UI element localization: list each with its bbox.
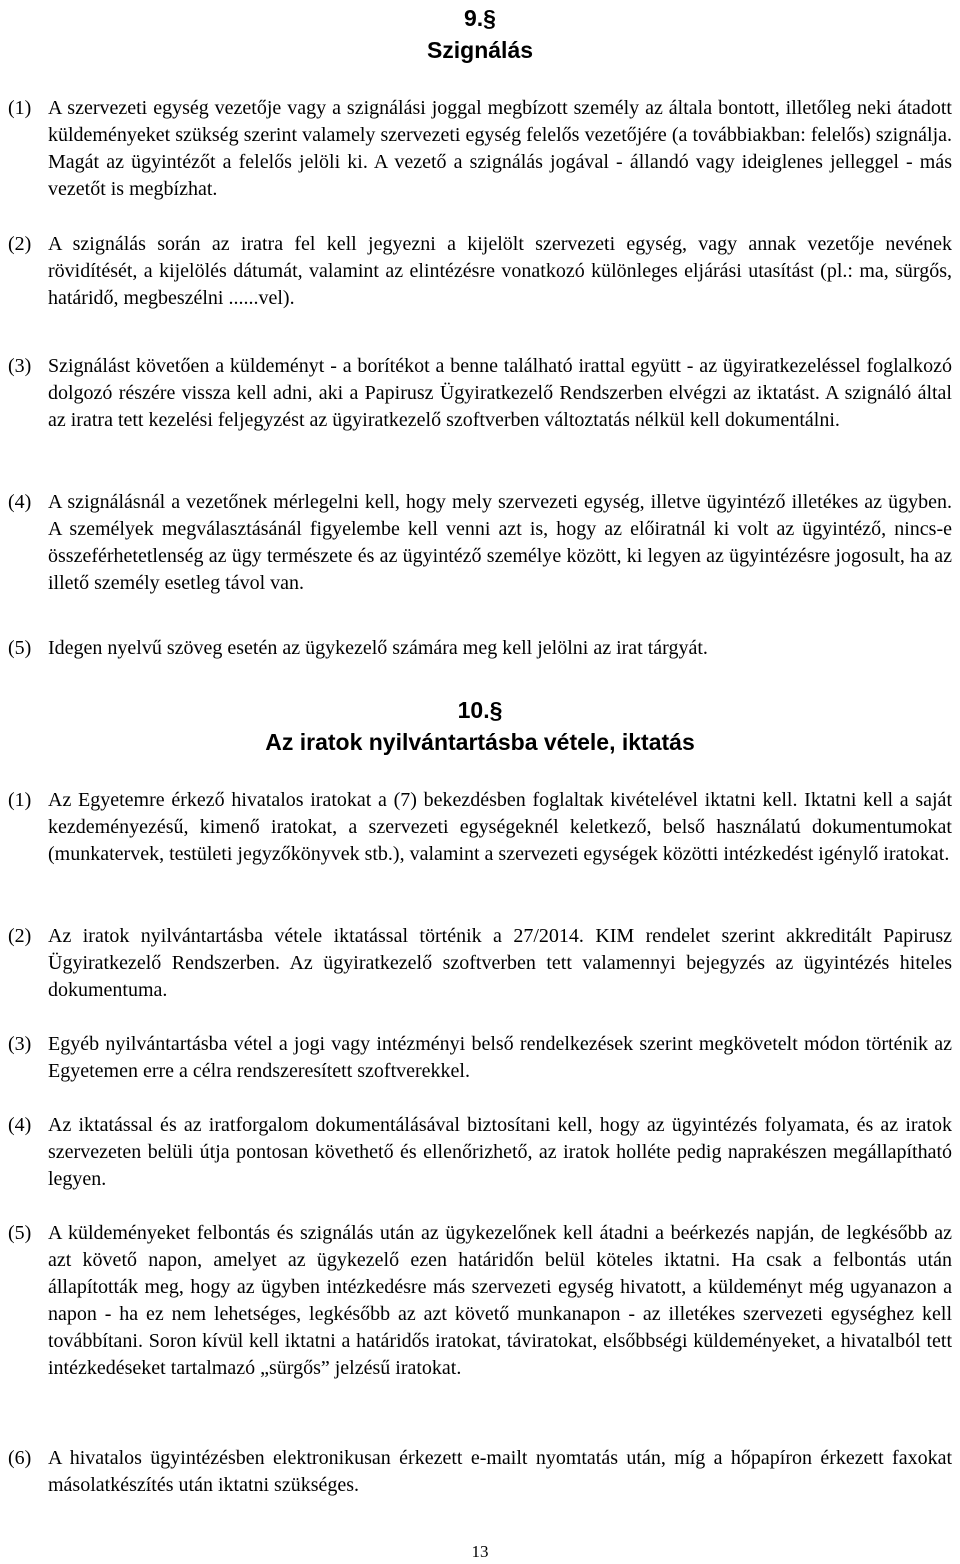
- paragraph-number: (4): [8, 491, 32, 513]
- paragraph-number: (5): [8, 637, 32, 659]
- page-number: 13: [471, 1542, 489, 1561]
- paragraph-text: A küldeményeket felbontás és szignálás után az ügykezelőnek kell átadni a beérkezés napján, de legkésőbb az azt követő napon, amelyet az ügykezelő ezen határidőn belül köteles iktatni. Ha csak a felbontás után állapították meg, hogy az ügyben intézkedésre más szervezeti egység hivatott, a küldeményt még ugyanazon a napon - ha ez nem lehetséges, legkésőbb az azt követő munkanapon - az illetékes szervezeti egységhez kell továbbítani. Soron kívül kell iktatni a határidős iratokat, táviratokat, elsőbbségi küldeményeket, a hivatalból tett intézkedéseket tartalmazó „sürgős” jelzésű iratokat.: [48, 1222, 952, 1379]
- s10-paragraph-3: [0, 1031, 960, 1085]
- s9-paragraph-5: [0, 635, 960, 662]
- paragraph-number: (3): [8, 355, 32, 377]
- paragraph-number: (2): [8, 925, 32, 947]
- s9-paragraph-1: [0, 95, 960, 203]
- section-10-title: Az iratok nyilvántartásba vétele, iktatás: [265, 729, 695, 755]
- s9-paragraph-2: [0, 231, 960, 312]
- s10-paragraph-1: [0, 787, 960, 868]
- s9-paragraph-3: [0, 353, 960, 434]
- paragraph-text: A hivatalos ügyintézésben elektronikusan érkezett e-mailt nyomtatás után, míg a hőpapíron érkezett faxokat másolatkészítés után iktatni szükséges.: [48, 1447, 952, 1496]
- paragraph-text: A szignálásnál a vezetőnek mérlegelni kell, hogy mely szervezeti egység, illetve ügyintéző illetékes az ügyben. A személyek megválasztásánál figyelembe kell venni azt is, hogy az előiratnál ki volt az ügyintéző, nincs-e összeférhetetlenség az ügy természete és az ügyintéző személye között, ki legyen az ügyintézésre jogosult, ha az illető személy esetleg távol van.: [48, 491, 952, 594]
- s10-paragraph-2: [0, 923, 960, 1004]
- s10-paragraph-4: [0, 1112, 960, 1193]
- paragraph-text: Az iktatással és az iratforgalom dokumentálásával biztosítani kell, hogy az ügyintézés folyamata, és az iratok szervezeten belüli útja pontosan követhető és ellenőrizhető, az iratok holléte pedig naprakészen megállapítható legyen.: [48, 1114, 952, 1190]
- section-10-heading: [0, 694, 960, 758]
- paragraph-text: A szignálás során az iratra fel kell jegyezni a kijelölt szervezeti egység, vagy annak vezetője nevének rövidítését, a kijelölés dátumát, valamint az elintézésre vonatkozó különleges eljárási utasítást (pl.: ma, sürgős, határidő, megbeszélni ......vel).: [48, 233, 952, 309]
- section-10-number: 10.§: [457, 697, 503, 723]
- paragraph-number: (1): [8, 789, 32, 811]
- paragraph-text: Az Egyetemre érkező hivatalos iratokat a (7) bekezdésben foglaltak kivételével iktatni kell. Iktatni kell a saját kezdeményezésű, kimenő iratokat, a szervezeti egységeknél keletkező, belső használatú dokumentumokat (munkatervek, testületi jegyzőkönyvek stb.), valamint a szervezeti egységek közötti intézkedést igénylő iratokat.: [48, 789, 952, 865]
- paragraph-text: Az iratok nyilvántartásba vétele iktatással történik a 27/2014. KIM rendelet szerint akkreditált Papirusz Ügyiratkezelő Rendszerben. Az ügyiratkezelő szoftverben tett valamennyi bejegyzés az ügyintézés hiteles dokumentuma.: [48, 925, 952, 1001]
- paragraph-text: Egyéb nyilvántartásba vétel a jogi vagy intézményi belső rendelkezések szerint megkövetelt módon történik az Egyetemen erre a célra rendszeresített szoftverekkel.: [48, 1033, 952, 1082]
- section-9-number: 9.§: [464, 5, 496, 31]
- paragraph-number: (1): [8, 97, 32, 119]
- s10-paragraph-6: [0, 1445, 960, 1499]
- paragraph-number: (2): [8, 233, 32, 255]
- s10-paragraph-5: [0, 1220, 960, 1382]
- paragraph-number: (5): [8, 1222, 32, 1244]
- s9-paragraph-4: [0, 489, 960, 597]
- paragraph-text: Idegen nyelvű szöveg esetén az ügykezelő számára meg kell jelölni az irat tárgyát.: [48, 637, 708, 659]
- section-9-title: Szignálás: [426, 37, 534, 63]
- paragraph-number: (3): [8, 1033, 32, 1055]
- section-9-heading: [0, 2, 960, 66]
- paragraph-number: (4): [8, 1114, 32, 1136]
- paragraph-number: (6): [8, 1447, 32, 1469]
- paragraph-text: Szignálást követően a küldeményt - a borítékot a benne található irattal együtt - az ügyiratkezeléssel foglalkozó dolgozó részére vissza kell adni, aki a Papirusz Ügyiratkezelő Rendszerben elvégzi az iktatást. A szignáló által az iratra tett kezelési feljegyzést az ügyiratkezelő szoftverben változtatás nélkül kell dokumentálni.: [48, 355, 952, 431]
- paragraph-text: A szervezeti egység vezetője vagy a szignálási joggal megbízott személy az általa bontott, illetőleg neki átadott küldeményeket szükség szerint valamely szervezeti egység felelős vezetőjére (a továbbiakban: felelős) szignálja. Magát az ügyintézőt a felelős jelöli ki. A vezető a szignálás jogával - állandó vagy ideiglenes jelleggel - más vezetőt is megbízhat.: [48, 97, 952, 200]
